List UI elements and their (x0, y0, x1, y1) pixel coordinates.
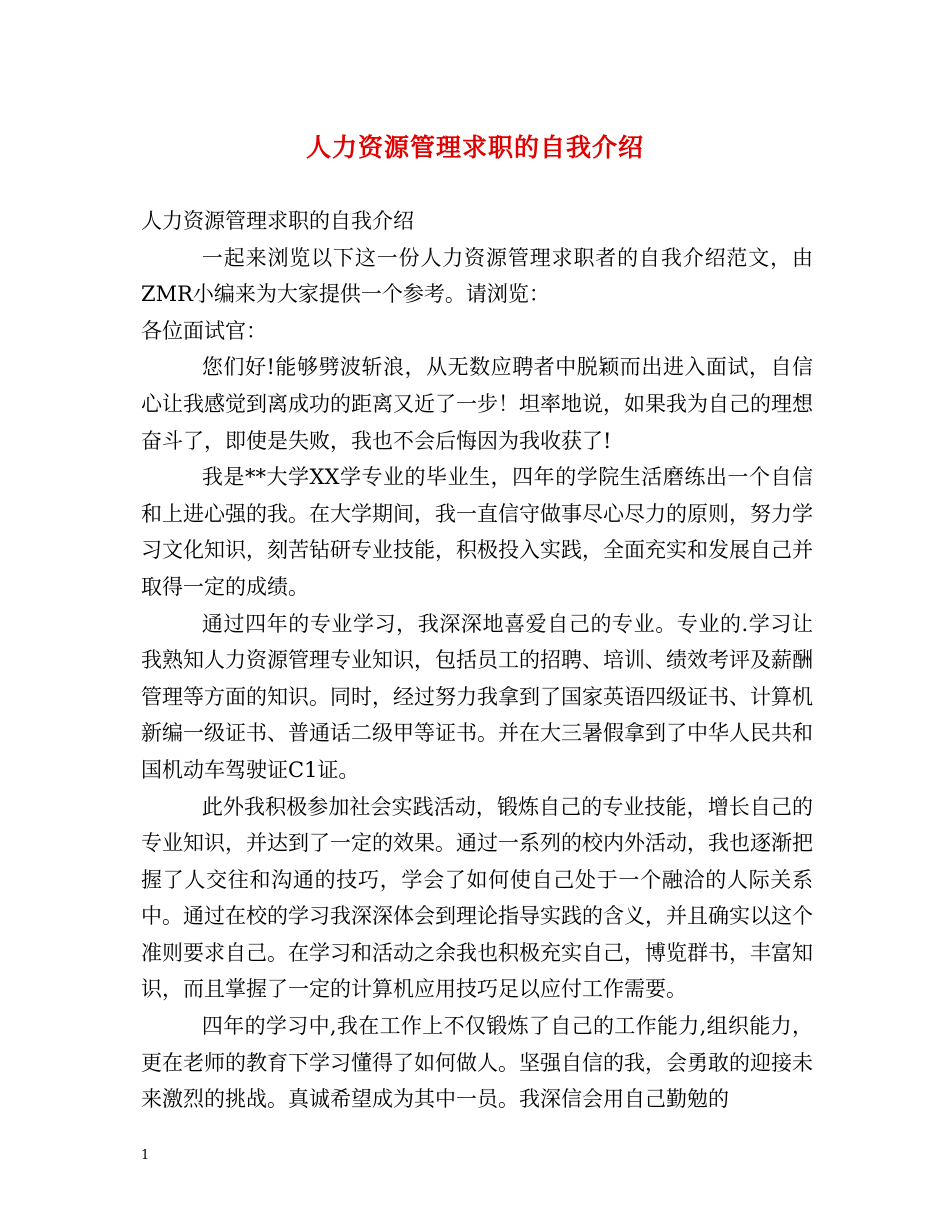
body-paragraph-closing: 四年的学习中,我在工作上不仅锻炼了自己的工作能力,组织能力，更在老师的教育下学习懂得了如何做人。坚强自信的我，会勇敢的迎接未来激烈的挑战。真诚希望成为其中一员。我深信会用自己勤勉的 (141, 1014, 813, 1112)
document-subtitle: 人力资源管理求职的自我介绍 (141, 209, 414, 233)
page-number: 1 (141, 1148, 150, 1163)
body-paragraph-study: 通过四年的专业学习，我深深地喜爱自己的专业。专业的.学习让我熟知人力资源管理专业知识，包括员工的招聘、培训、绩效考评及薪酬管理等方面的知识。同时，经过努力我拿到了国家英语四级证书、计算机新编一级证书、普通话二级甲等证书。并在大三暑假拿到了中华人民共和国机动车驾驶证C1证。 (141, 611, 813, 782)
body-paragraph-background: 我是**大学XX学专业的毕业生，四年的学院生活磨练出一个自信和上进心强的我。在大学期间，我一直信守做事尽心尽力的原则，努力学习文化知识，刻苦钻研专业技能，积极投入实践，全面充实和发展自己并取得一定的成绩。 (141, 465, 813, 599)
salutation: 各位面试官： (141, 318, 267, 343)
body-paragraph-greeting: 您们好!能够劈波斩浪，从无数应聘者中脱颖而出进入面试，自信心让我感觉到离成功的距离又近了一步！坦率地说，如果我为自己的理想奋斗了，即使是失败，我也不会后悔因为我收获了! (141, 355, 813, 453)
body-paragraph-practice: 此外我积极参加社会实践活动，锻炼自己的专业技能，增长自己的专业知识，并达到了一定的效果。通过一系列的校内外活动，我也逐渐把握了人交往和沟通的技巧，学会了如何使自己处于一个融洽的人际关系中。通过在校的学习我深深体会到理论指导实践的含义，并且确实以这个准则要求自己。在学习和活动之余我也积极充实自己，博览群书，丰富知识，而且掌握了一定的计算机应用技巧足以应付工作需要。 (141, 794, 813, 1002)
document-body (141, 203, 813, 1118)
document-title: 人力资源管理求职的自我介绍 (305, 133, 644, 162)
intro-paragraph: 一起来浏览以下这一份人力资源管理求职者的自我介绍范文，由ZMR小编来为大家提供一个参考。请浏览： (141, 245, 813, 307)
